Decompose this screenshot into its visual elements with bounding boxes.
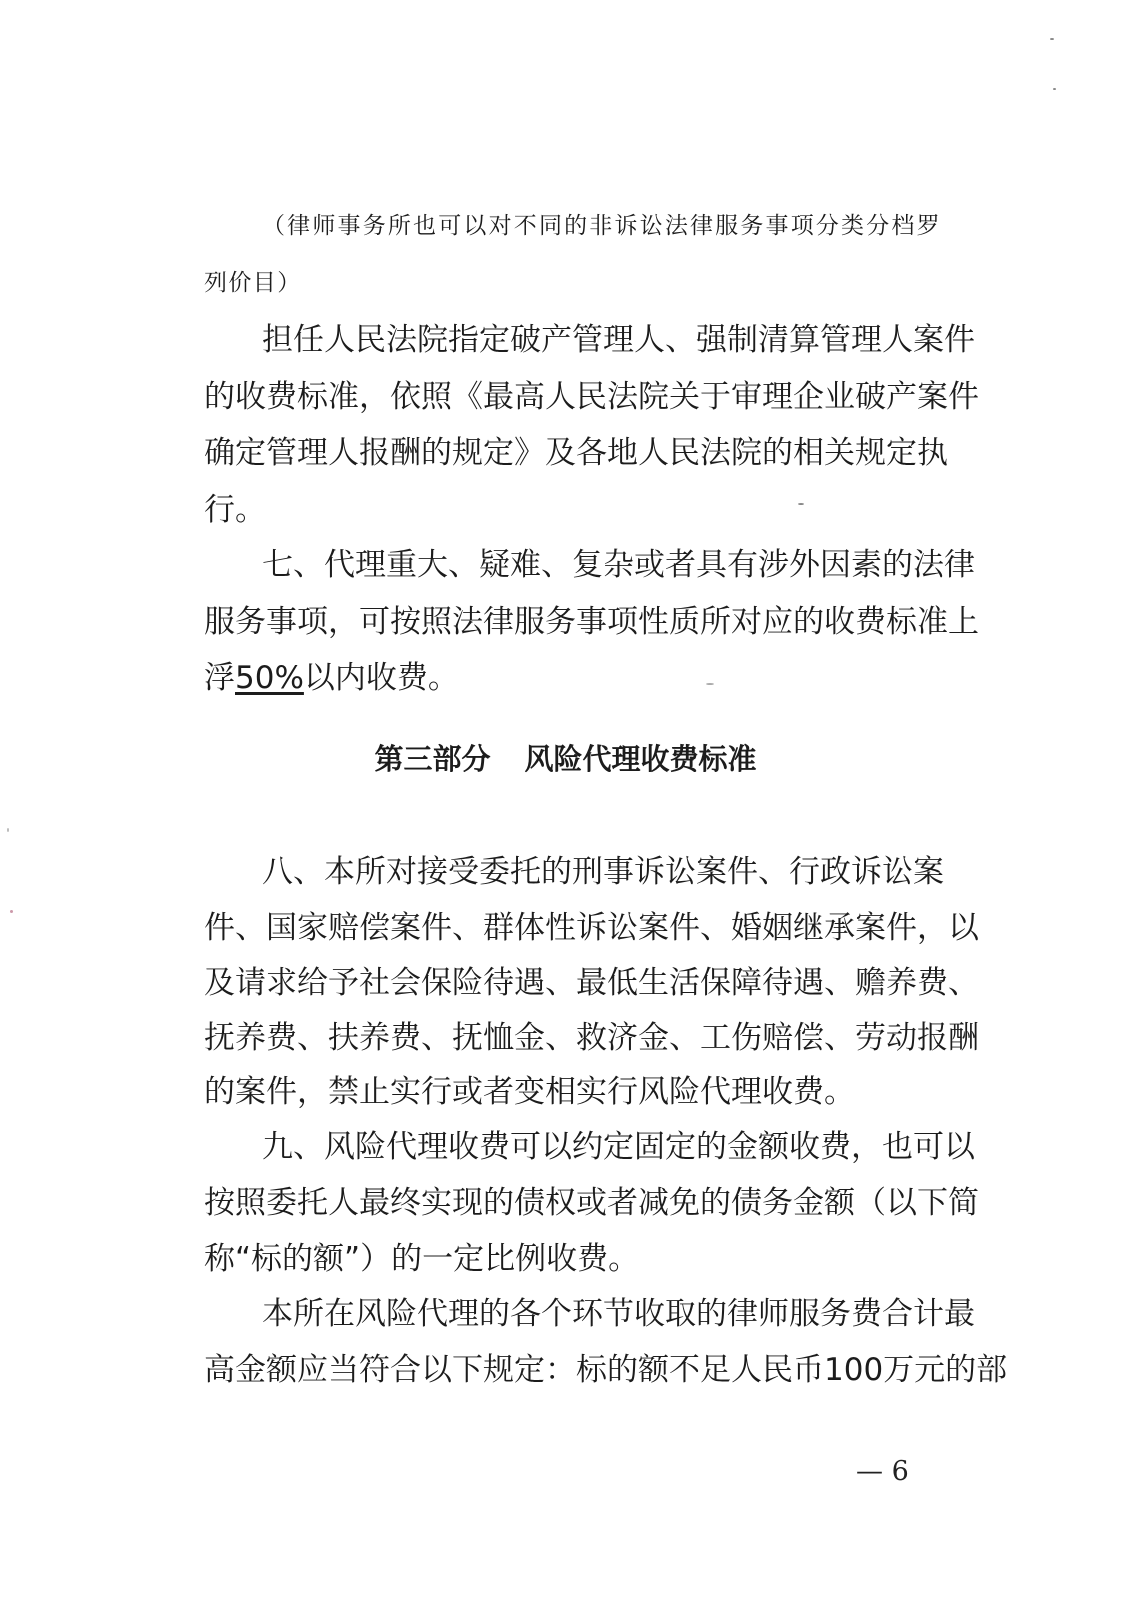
- item7-prefix: 浮: [204, 660, 235, 696]
- max-fee-line-2: 高金额应当符合以下规定：标的额不足人民币100万元的部: [204, 1352, 1008, 1388]
- scan-speck: [706, 683, 714, 685]
- item8-line-4: 抚养费、扶养费、抚恤金、救济金、工伤赔偿、劳动报酬: [204, 1020, 979, 1056]
- bankruptcy-line-1: 担任人民法院指定破产管理人、强制清算管理人案件: [262, 322, 975, 358]
- bankruptcy-line-2: 的收费标准，依照《最高人民法院关于审理企业破产案件: [204, 379, 979, 415]
- section-heading: [0, 739, 1131, 779]
- item8-line-3: 及请求给予社会保险待遇、最低生活保障待遇、赡养费、: [204, 965, 979, 1001]
- section-part: 第三部分: [374, 742, 491, 776]
- bankruptcy-line-4: 行。: [204, 492, 266, 528]
- item7-line-3: [204, 658, 942, 698]
- scan-speck: [1053, 88, 1056, 90]
- item7-line-2: 服务事项，可按照法律服务事项性质所对应的收费标准上: [204, 604, 979, 640]
- max-fee-line-1: 本所在风险代理的各个环节收取的律师服务费合计最: [262, 1296, 975, 1332]
- note-line-2: 列价目）: [204, 270, 302, 296]
- scan-speck: [7, 828, 9, 832]
- bankruptcy-line-3: 确定管理人报酬的规定》及各地人民法院的相关规定执: [204, 435, 948, 471]
- page-number: — 6: [856, 1456, 909, 1487]
- scan-speck: [798, 503, 804, 505]
- item7-percentage: 50%: [235, 660, 304, 696]
- section-title: 风险代理收费标准: [524, 742, 757, 776]
- note-line-1: （律师事务所也可以对不同的非诉讼法律服务事项分类分档罗: [262, 213, 941, 239]
- item7-line-1: 七、代理重大、疑难、复杂或者具有涉外因素的法律: [262, 547, 975, 583]
- item7-suffix: 以内收费。: [303, 660, 459, 696]
- item8-line-1: 八、本所对接受委托的刑事诉讼案件、行政诉讼案: [262, 854, 944, 890]
- item8-line-5: 的案件，禁止实行或者变相实行风险代理收费。: [204, 1074, 855, 1110]
- scan-speck: [10, 910, 13, 913]
- scan-speck: [1050, 38, 1054, 40]
- item9-line-3: 称“标的额”）的一定比例收费。: [204, 1241, 640, 1277]
- item8-line-2: 件、国家赔偿案件、群体性诉讼案件、婚姻继承案件，以: [204, 910, 979, 946]
- item9-line-2: 按照委托人最终实现的债权或者减免的债务金额（以下简: [204, 1185, 979, 1221]
- item9-line-1: 九、风险代理收费可以约定固定的金额收费，也可以: [262, 1129, 975, 1165]
